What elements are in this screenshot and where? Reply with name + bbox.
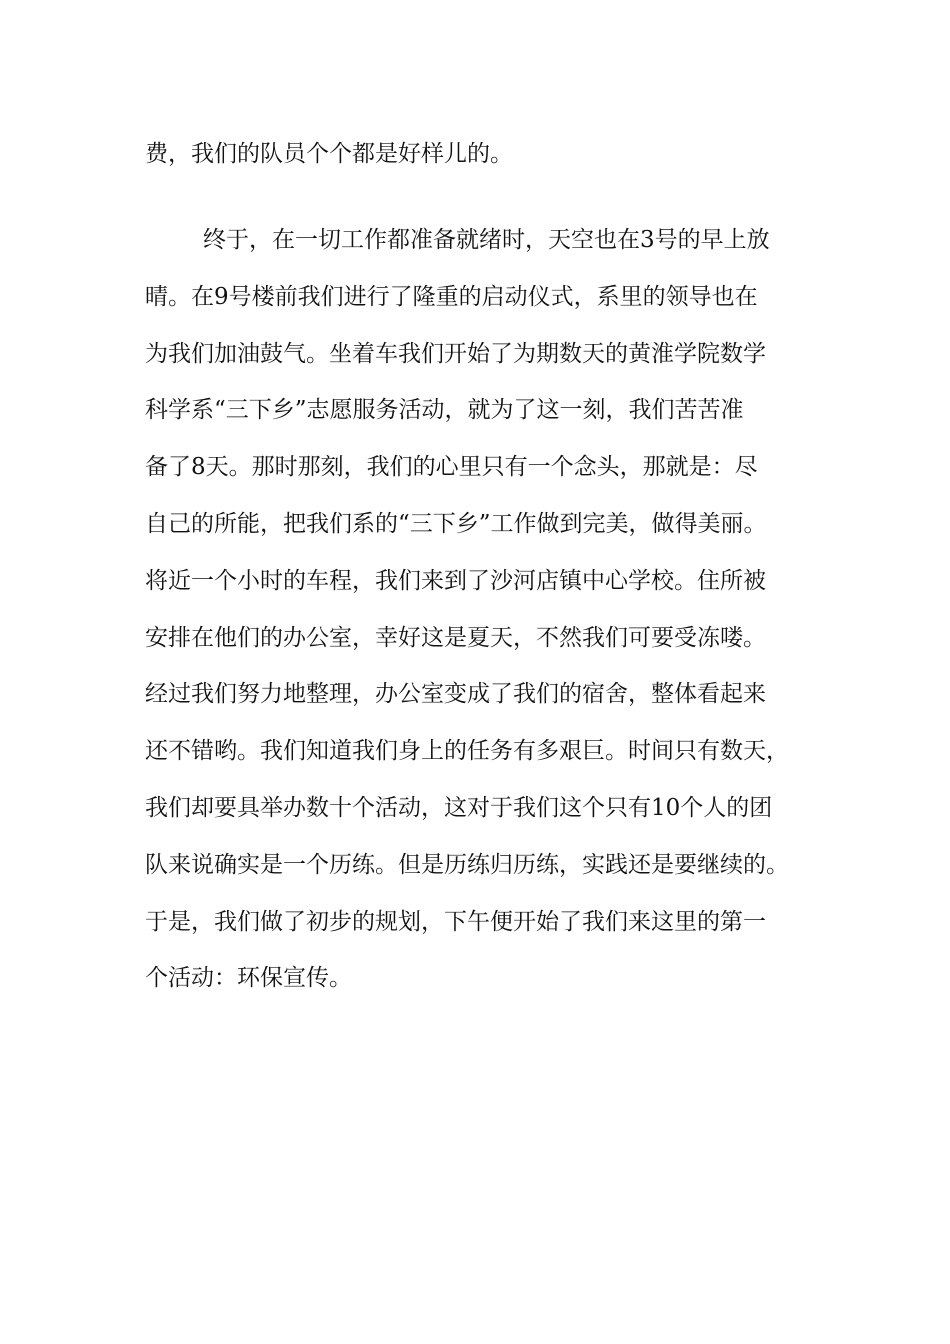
paragraph-2-line-4: 科学系“三下乡”志愿服务活动，就为了这一刻，我们苦苦准	[145, 397, 744, 424]
paragraph-2-line-14: 个活动：环保宣传。	[145, 965, 352, 992]
paragraph-2-line-2: 晴。在9号楼前我们进行了隆重的启动仪式，系里的领导也在	[145, 283, 758, 310]
paragraph-2-line-1: 终于，在一切工作都准备就绪时，天空也在3号的早上放	[203, 227, 770, 253]
paragraph-2-line-7: 将近一个小时的车程，我们来到了沙河店镇中心学校。住所被	[145, 567, 766, 594]
paragraph-2-line-8: 安排在他们的办公室，幸好这是夏天，不然我们可要受冻喽。	[145, 624, 766, 651]
paragraph-2	[145, 212, 825, 1007]
paragraph-2-line-5: 备了8天。那时那刻，我们的心里只有一个念头，那就是：尽	[145, 454, 758, 481]
paragraph-2-line-13: 于是，我们做了初步的规划，下午便开始了我们来这里的第一	[145, 908, 766, 935]
paragraph-gap	[145, 182, 825, 212]
paragraph-2-line-12: 队来说确实是一个历练。但是历练归历练，实践还是要继续的。	[145, 851, 789, 878]
paragraph-2-line-10: 还不错哟。我们知道我们身上的任务有多艰巨。时间只有数天，	[145, 738, 789, 765]
document-body	[145, 126, 825, 1007]
paragraph-2-line-11: 我们却要具举办数十个活动，这对于我们这个只有10个人的团	[145, 794, 773, 821]
paragraph-2-line-9: 经过我们努力地整理，办公室变成了我们的宿舍，整体看起来	[145, 681, 766, 708]
paragraph-2-line-6: 自己的所能，把我们系的“三下乡”工作做到完美，做得美丽。	[145, 510, 767, 537]
paragraph-2-line-3: 为我们加油鼓气。坐着车我们开始了为期数天的黄淮学院数学	[145, 340, 766, 367]
paragraph-1-line-1: 费，我们的队员个个都是好样儿的。	[145, 141, 513, 167]
